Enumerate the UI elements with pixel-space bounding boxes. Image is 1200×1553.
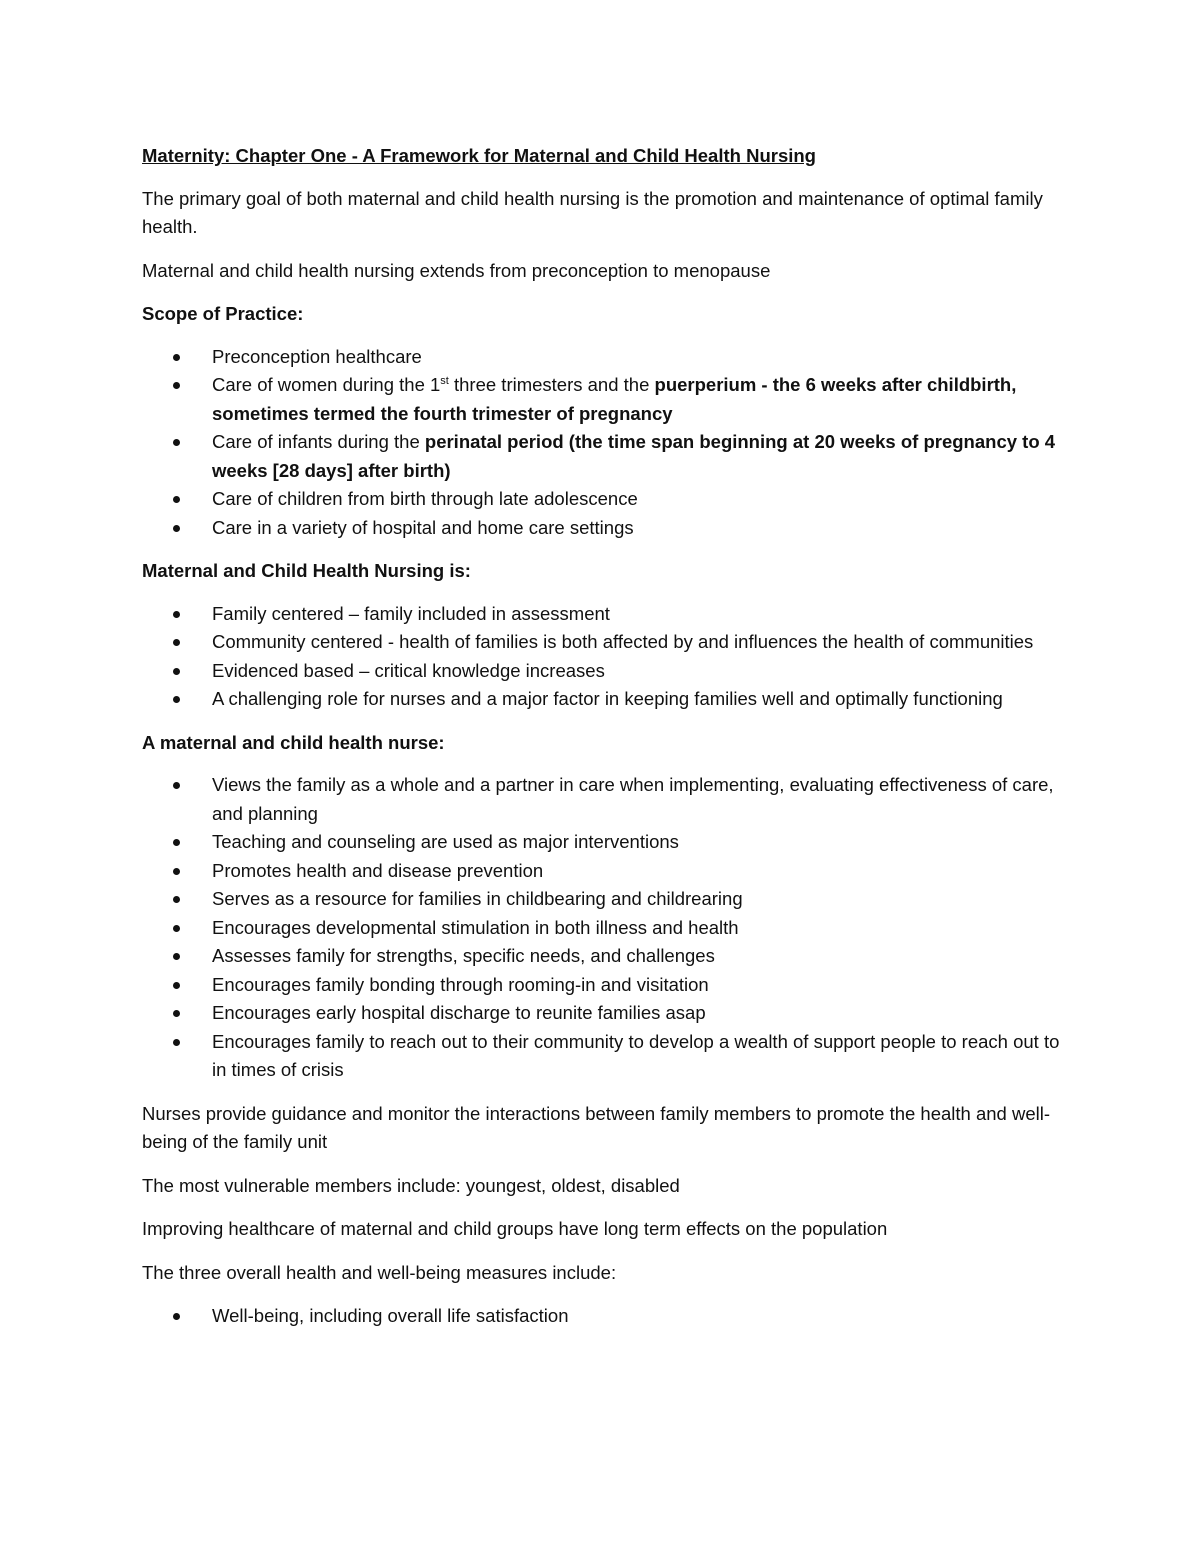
list-item (142, 371, 1062, 428)
scope-list (142, 343, 1062, 543)
paragraph-improving-healthcare: Improving healthcare of maternal and child groups have long term effects on the population (142, 1218, 888, 1239)
bullet-icon (173, 868, 180, 875)
nurse-section-list (142, 771, 1062, 1085)
list-item-text: Community centered - health of families is both affected by and influences the health of communities (212, 631, 1034, 652)
list-item (142, 885, 1062, 914)
list-item-bold-text: perinatal period (the time span beginning at 20 weeks of pregnancy to 4 weeks [28 days] after birth) (212, 431, 1056, 481)
list-item-text: Care in a variety of hospital and home care settings (212, 516, 634, 538)
is-section-heading: Maternal and Child Health Nursing is: (142, 560, 471, 581)
list-item-text: Promotes health and disease prevention (212, 859, 544, 881)
bullet-icon (173, 953, 180, 960)
list-item (142, 428, 1062, 485)
is-section-list (142, 600, 1062, 714)
list-item (142, 600, 1062, 629)
list-item (142, 1028, 1062, 1085)
list-item-text: Teaching and counseling are used as major interventions (212, 831, 679, 852)
list-item (142, 971, 1062, 1000)
list-item (142, 514, 1062, 543)
bullet-icon (173, 1039, 180, 1046)
measures-intro: The three overall health and well-being measures include: (142, 1261, 617, 1283)
bullet-icon (173, 782, 180, 789)
list-item-text: Care of women during the 1 (212, 374, 441, 395)
list-item (142, 628, 1062, 657)
list-item (142, 657, 1062, 686)
list-item-text: Views the family as a whole and a partner in care when implementing, evaluating effectiveness of care, and planning (212, 774, 1054, 824)
list-item-text: Encourages family to reach out to their community to develop a wealth of support people to reach out to in times of crisis (212, 1030, 1060, 1080)
list-item (142, 343, 1062, 372)
bullet-icon (173, 354, 180, 361)
bullet-icon (173, 696, 180, 703)
bullet-icon (173, 982, 180, 989)
bullet-icon (173, 1010, 180, 1017)
list-item-text: Encourages early hospital discharge to reunite families asap (212, 1002, 706, 1023)
list-item-bold-text: puerperium - the 6 weeks after childbirth, sometimes termed the fourth trimester of pregnancy (212, 374, 1017, 424)
list-item-text: Assesses family for strengths, specific needs, and challenges (212, 945, 715, 966)
list-item (142, 685, 1062, 714)
nurse-section-heading: A maternal and child health nurse: (142, 731, 445, 753)
bullet-icon (173, 925, 180, 932)
bullet-icon (173, 639, 180, 646)
bullet-icon (173, 839, 180, 846)
list-item-text: Serves as a resource for families in childbearing and childrearing (212, 888, 743, 909)
list-item (142, 771, 1062, 828)
intro-paragraph-extent: Maternal and child health nursing extends from preconception to menopause (142, 259, 771, 281)
bullet-icon (173, 1313, 180, 1320)
document-body (142, 142, 1062, 1346)
list-item (142, 999, 1062, 1028)
bullet-icon (173, 668, 180, 675)
list-item-text: Care of children from birth through late adolescence (212, 488, 638, 509)
list-item (142, 1302, 1062, 1331)
list-item-text: A challenging role for nurses and a major factor in keeping families well and optimally functioning (212, 688, 1003, 709)
bullet-icon (173, 382, 180, 389)
list-item-text: Care of infants during the (212, 431, 425, 452)
measures-list (142, 1302, 1062, 1331)
bullet-icon (173, 525, 180, 532)
list-item (142, 914, 1062, 943)
paragraph-nurses-guidance: Nurses provide guidance and monitor the interactions between family members to promote the health and well-being of the family unit (142, 1102, 1051, 1152)
bullet-icon (173, 496, 180, 503)
paragraph-vulnerable-members: The most vulnerable members include: youngest, oldest, disabled (142, 1174, 680, 1196)
list-item-text: Well-being, including overall life satisfaction (212, 1305, 569, 1326)
ordinal-superscript: st (440, 374, 449, 387)
list-item (142, 857, 1062, 886)
bullet-icon (173, 896, 180, 903)
list-item (142, 942, 1062, 971)
list-item-text: Preconception healthcare (212, 345, 422, 367)
list-item (142, 828, 1062, 857)
list-item (142, 485, 1062, 514)
scope-heading: Scope of Practice: (142, 303, 304, 324)
bullet-icon (173, 439, 180, 446)
list-item-text: Family centered – family included in assessment (212, 602, 610, 624)
document-title: Maternity: Chapter One - A Framework for Maternal and Child Health Nursing (142, 145, 816, 166)
bullet-icon (173, 611, 180, 618)
list-item-text: Encourages developmental stimulation in both illness and health (212, 916, 739, 938)
list-item-text: Evidenced based – critical knowledge increases (212, 659, 605, 681)
list-item-text: Encourages family bonding through rooming-in and visitation (212, 973, 709, 995)
list-item-text: three trimesters and the (448, 374, 655, 395)
intro-paragraph-goal: The primary goal of both maternal and child health nursing is the promotion and maintenance of optimal family health. (142, 187, 1043, 237)
